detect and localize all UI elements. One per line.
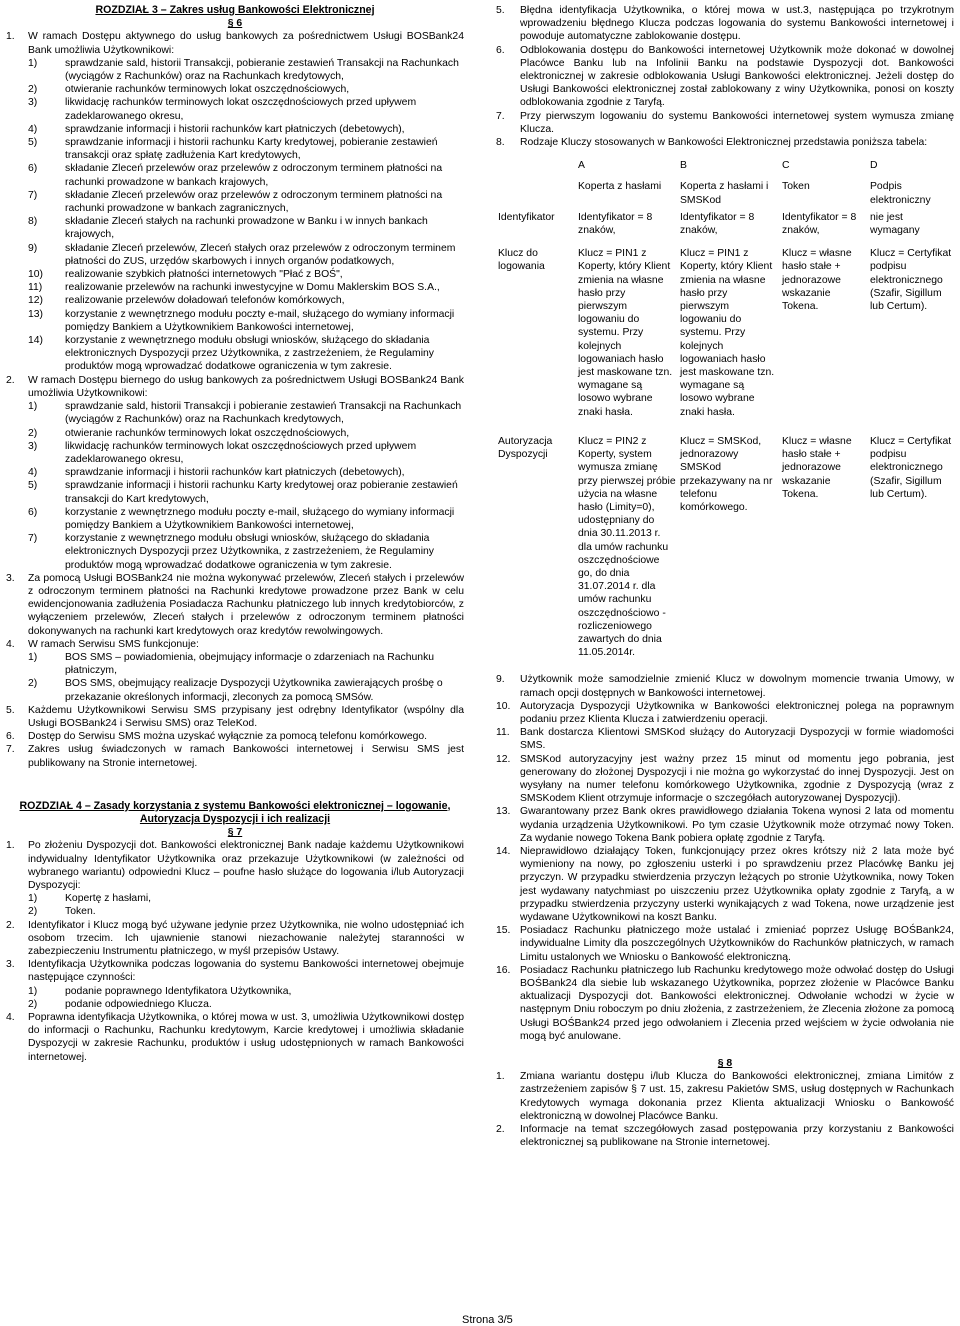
list-item: [28, 268, 464, 281]
table-letter-d: D: [870, 160, 878, 172]
table-letter-a: A: [578, 160, 585, 172]
item-number: 7.: [6, 744, 15, 756]
list-item-number: 2): [28, 998, 38, 1010]
table-header: Podpis elektroniczny: [870, 181, 931, 206]
point-7-text: Zakres usług świadczonych w ramach Bankowości internetowej i Serwisu SMS jest publikowany na Stronie internetowej.: [28, 744, 464, 769]
item-number: 9.: [496, 674, 505, 686]
table-header: Koperta z hasłami i SMSKod: [680, 181, 769, 206]
list-item-text: Kopertę z hasłami,: [65, 893, 152, 905]
list-item-number: 9): [28, 242, 38, 254]
list-item-number: 2): [28, 678, 38, 690]
chapter4-title-line1: ROZDZIAŁ 4 – Zasady korzystania z systemu Bankowości elektronicznej – logowanie,: [19, 799, 451, 812]
list-item: [28, 427, 464, 440]
list-item-text: korzystanie z wewnętrznego modułu poczty e-mail, służącego do wymiany informacji pomiędzy Bankiem a Użytkownikiem Bankowości internetowej,: [65, 308, 455, 333]
paragraph-6-heading: § 6: [227, 18, 243, 30]
list-item: [28, 308, 464, 334]
item-number: 2.: [6, 919, 15, 931]
section-7-point-15: [496, 924, 954, 964]
item-number: 4.: [6, 1012, 15, 1024]
table-row: [496, 419, 954, 659]
item-number: 14.: [496, 845, 511, 857]
right-column: [496, 4, 954, 1149]
item-number: 3.: [6, 572, 15, 584]
point-2-intro: W ramach Dostępu biernego do usług bankowych za pośrednictwem Usługi BOSBank24 Bank umożliwia Użytkownikowi:: [28, 374, 464, 399]
item-number: 5.: [6, 704, 15, 716]
section-6-point-6: [6, 730, 464, 743]
chapter4-title-line2: Autoryzacja Dyspozycji i ich realizacji: [139, 812, 331, 825]
list-item-number: 5): [28, 480, 38, 492]
section-7-point-14: [496, 845, 954, 924]
list-item: [28, 985, 464, 998]
list-item: [28, 57, 464, 83]
list-item-number: 7): [28, 189, 38, 201]
list-item: [28, 189, 464, 215]
table-letter-c: C: [782, 160, 790, 172]
left-column: [6, 4, 464, 1064]
list-item-number: 7): [28, 533, 38, 545]
list-item: [28, 242, 464, 268]
list-item: [28, 136, 464, 162]
table-cell: Klucz = SMSKod, jednorazowy SMSKod przekazywany na nr telefonu komórkowego.: [680, 435, 773, 513]
list-item: [28, 281, 464, 294]
section-7-point-9: [496, 673, 954, 699]
list-item-text: sprawdzanie informacji i historii rachunków kart płatniczych (debetowych),: [65, 467, 405, 479]
list-item-text: sprawdzanie informacji i historii rachunku Karty kredytowej oraz pobieranie zestawień transakcji do Kart kredytowych,: [65, 480, 458, 505]
section-7-point-13: [496, 805, 954, 845]
list-item-number: 1): [28, 651, 38, 663]
list-item-text: BOS SMS, obejmujący realizacje Dyspozycji Użytkownika zawierających prośbę o przekazanie określonych informacji, zleconych za pomocą SMSów.: [65, 678, 443, 703]
list-item-number: 1): [28, 985, 38, 997]
list-item-number: 13): [28, 308, 44, 320]
item-number: 2.: [6, 374, 15, 386]
section-7-point-10: [496, 700, 954, 726]
list-item-number: 11): [28, 282, 43, 294]
point-5-text: Każdemu Użytkownikowi Serwisu SMS przypisany jest odrębny Identyfikator (wspólny dla Usługi BOSBank24 i Serwisu SMS) oraz TeleKod.: [28, 704, 464, 729]
section-7-point-16: [496, 964, 954, 1043]
section-7-point-8: [496, 136, 954, 149]
list-item: [28, 651, 464, 677]
item-number: 5.: [496, 5, 505, 16]
section-7-point-2: [6, 919, 464, 959]
table-header-empty: [496, 180, 576, 206]
list-item-number: 1): [28, 401, 38, 413]
item-number: 3.: [6, 959, 15, 971]
list-item-number: 2): [28, 906, 38, 918]
point-4-list: [6, 651, 464, 704]
table-cell: Klucz = Certyfikat podpisu elektronicznego (Szafir, Sigillum lub Certum).: [870, 435, 952, 500]
list-item-text: likwidację rachunków terminowych lokat oszczędnościowych przed upływem zadeklarowanego okresu,: [65, 97, 417, 122]
table-cell: Identyfikator = 8 znaków,: [782, 211, 857, 237]
list-item-number: 8): [28, 216, 38, 228]
item-number: 13.: [496, 806, 511, 818]
item-number: 10.: [496, 700, 511, 712]
list-item: [28, 400, 464, 426]
item-number: 6.: [496, 44, 505, 56]
s8-point-2-text: Informacje na temat szczegółowych zasad postępowania przy korzystaniu z Bankowości elektronicznej są publikowane na Stronie internetowej.: [520, 1124, 954, 1149]
r9-text: Użytkownik może samodzielnie zmienić Klucz w dowolnym momencie trwania Umowy, w ramach opcji dostępnych w Bankowości internetowej.: [520, 674, 954, 699]
item-number: 4.: [6, 638, 15, 650]
r8-text: Rodzaje Kluczy stosowanych w Bankowości Elektronicznej przedstawia poniższa tabela:: [520, 137, 928, 149]
list-item-number: 4): [28, 467, 38, 479]
list-item: [28, 83, 464, 96]
list-item-number: 10): [28, 269, 44, 281]
list-item-text: podanie poprawnego Identyfikatora Użytkownika,: [65, 985, 292, 997]
s7-point-3-list: [6, 985, 464, 1011]
list-item: [28, 998, 464, 1011]
item-number: 15.: [496, 925, 511, 937]
table-letter-b: B: [680, 160, 687, 172]
item-number: 8.: [496, 137, 505, 149]
item-number: 12.: [496, 753, 511, 765]
table-row: [496, 237, 954, 419]
list-item: [28, 506, 464, 532]
list-item: [28, 440, 464, 466]
list-item-number: 1): [28, 57, 38, 69]
list-item-text: korzystanie z wewnętrznego modułu obsługi wniosków, służącego do składania elektronicznych Dyspozycji przez Użytkownika, z zastrzeżeniem, że Regulaminy produktów mogą wprowadzać dodatkowe ograniczenia w tym zakresie.: [65, 533, 434, 571]
r16-text: Posiadacz Rachunku płatniczego lub Rachunku kredytowego może odwołać dostęp do Usługi BOŚBank24 dla siebie lub wskazanego Użytkownika, poprzez złożenie w Placówce Banku aktualizacji Dyspozycji dot. Bankowości elektronicznej. Odwołanie wchodzi w życie w następnym Dniu roboczym po dniu złożenia, z zastrzeżeniem, że Zlecenia złożone za pomocą Usługi BOŚBank24 przed jego odwołaniem i Zlecenia przed wejściem w życie odwołania nie mogą być anulowane.: [520, 964, 954, 1042]
table-row-label: Klucz do logowania: [498, 248, 545, 273]
list-item-number: 6): [28, 506, 38, 518]
table-header: Koperta z hasłami: [578, 181, 662, 193]
section-7-point-1: [6, 839, 464, 892]
list-item-text: realizowanie przelewów na rachunki inwestycyjne w Domu Maklerskim BOS S.A.,: [65, 282, 440, 294]
list-item-number: 6): [28, 163, 38, 175]
r5-text: Błędna identyfikacja Użytkownika, o której mowa w ust.3, następująca po trzykrotnym wprowadzeniu błędnego Klucza podczas logowania do systemu Bankowości internetowej i powoduje automatyczne zablokowanie dostępu.: [520, 5, 954, 43]
section-7-point-6: [496, 44, 954, 110]
list-item-text: realizowanie szybkich płatności internetowych "Płać z BOŚ",: [65, 269, 343, 281]
point-1-list: [6, 57, 464, 374]
section-7-point-5: [496, 4, 954, 44]
table-row: [496, 207, 954, 237]
list-item-number: 2): [28, 427, 38, 439]
list-item-text: BOS SMS – powiadomienia, obejmujący informacje o zdarzeniach na Rachunku płatniczym,: [65, 651, 435, 677]
list-item-text: składanie Zleceń przelewów oraz przelewów z odroczonym terminem płatności na rachunki prowadzone w bankach krajowych,: [65, 163, 443, 188]
r13-text: Gwarantowany przez Bank okres prawidłowego działania Tokena wynosi 2 lata od momentu wydania urządzenia Użytkownikowi. Po tym czasie Użytkownik może otrzymać nowy Token. Za wydanie nowego Tokena Bank pobiera opłatę zgodnie z Taryfą.: [520, 806, 954, 844]
list-item-text: sprawdzanie sald, historii Transakcji, pobieranie zestawień Transakcji na Rachunkach (wyciągów z Rachunków) oraz na Rachunkach kredytowych,: [65, 57, 459, 83]
list-item-number: 14): [28, 335, 44, 347]
section-6-point-7: [6, 743, 464, 769]
table-header: Token: [782, 181, 810, 193]
list-item-text: podanie odpowiedniego Klucza.: [65, 998, 212, 1010]
list-item: [28, 466, 464, 479]
section-6-point-4: [6, 638, 464, 651]
table-cell: Klucz = własne hasło stałe + jednorazowe wskazanie Tokena.: [782, 435, 852, 500]
table-cell: nie jest wymagany: [870, 211, 920, 237]
paragraph-7-heading: § 7: [227, 827, 243, 839]
list-item: [28, 677, 464, 703]
list-item-number: 3): [28, 440, 38, 452]
list-item-text: składanie Zleceń przelewów, Zleceń stałych oraz przelewów z odroczonym terminem płatności do ZUS, urzędów skarbowych i innych organów podatkowych,: [65, 242, 456, 267]
list-item-text: składanie Zleceń stałych na rachunki prowadzone w Banku i w innych bankach krajowych,: [65, 216, 428, 241]
item-number: 1.: [6, 840, 15, 852]
key-types-table: [496, 159, 954, 659]
list-item-text: likwidację rachunków terminowych lokat oszczędnościowych przed upływem zadeklarowanego okresu,: [65, 440, 417, 465]
s7-point-2-text: Identyfikator i Klucz mogą być używane jedynie przez Użytkownika, nie wolno udostępniać ich osobom trzecim. Ich ujawnienie stanowi niezachowanie należytej staranności w zabezpieczeniu Instrumentu płatniczego, w myśl przepisów Ustawy.: [28, 919, 464, 958]
r11-text: Bank dostarcza Klientowi SMSKod służący do Autoryzacji Dyspozycji w formie wiadomości SMS.: [520, 727, 954, 752]
table-cell: Klucz = PIN1 z Koperty, który Klient zmienia na własne hasło przy pierwszym logowaniu do systemu. Przy kolejnych logowaniach hasło jest maskowane tzn. wymagane są losowo wybrane znaki hasła.: [578, 248, 673, 418]
list-item-number: 1): [28, 893, 38, 905]
list-item-text: sprawdzanie sald, historii Transakcji i pobieranie zestawień Transakcji na Rachunkach (wyciągów z Rachunków) oraz na Rachunkach kredytowych,: [65, 401, 462, 426]
s7-point-3-intro: Identyfikacja Użytkownika podczas logowania do systemu Bankowości internetowej obejmuje następujące czynności:: [28, 959, 464, 984]
table-cell: Klucz = PIN2 z Koperty, system wymusza zmianę przy pierwszej próbie użycia na własne hasło (Limity=0), udostępniany do dnia 30.11.2013 r. dla umów rachunku oszczędnościowe go, do dnia 31.07.2014 r. dla umów rachunku oszczędnościowo -rozliczeniowego zawartych do dnia 11.05.2014r.: [578, 435, 676, 659]
item-number: 1.: [496, 1071, 505, 1083]
item-number: 1.: [6, 31, 15, 43]
list-item: [28, 215, 464, 241]
item-number: 16.: [496, 964, 511, 976]
section-8-point-2: [496, 1123, 954, 1149]
section-7-point-11: [496, 726, 954, 752]
list-item: [28, 905, 464, 918]
r10-text: Autoryzacja Dyspozycji Użytkownika w Bankowości elektronicznej polega na poprawnym podaniu przez Klienta Klucza i zatwierdzeniu operacji.: [520, 700, 954, 725]
point-4-intro: W ramach Serwisu SMS funkcjonuje:: [28, 638, 199, 650]
table-cell: Identyfikator = 8 znaków,: [578, 211, 653, 237]
item-number: 11.: [496, 727, 510, 739]
item-number: 7.: [496, 110, 505, 122]
table-cell: Klucz = własne hasło stałe + jednorazowe wskazanie Tokena.: [782, 248, 852, 313]
r12-text: SMSKod autoryzacyjny jest ważny przez 15 minut od momentu jego pobrania, jest generowany do złożonej Dyspozycji i nie można go wykorzystać do innej Dyspozycji. Jest on wysyłany na numer telefonu komórkowego Użytkownika, zgodnie z Dyspozycją (wraz z SMSKodem Klient otrzymuje informacje o szczegółach autoryzowanej Dyspozycji).: [520, 753, 954, 805]
r6-text: Odblokowania dostępu do Bankowości internetowej Użytkownik może dokonać w dowolnej Placówce Banku lub na Infolinii Banku na podstawie Dyspozycji dot. Bankowości elektronicznej w zakresie odblokowania Usługi Bankowości elektronicznej. Jeżeli dostęp do Usługi Bankowości elektronicznej został zablokowany z winy Użytkownika, ponosi on koszty odblokowania zgodnie z Taryfą.: [520, 44, 954, 109]
table-row-label: Autoryzacja Dyspozycji: [498, 435, 553, 461]
list-item-text: sprawdzanie informacji i historii rachunku Karty kredytowej, pobieranie zestawień transakcji oraz spłatę zadłużenia Kart kredytowych,: [65, 137, 438, 162]
list-item: [28, 123, 464, 136]
table-cell: Identyfikator = 8 znaków,: [680, 211, 755, 237]
s7-point-1-intro: Po złożeniu Dyspozycji dot. Bankowości elektronicznej Bank nadaje każdemu Użytkownikowi indywidualny Identyfikator Użytkownika oraz przekazuje Użytkownikowi (w zależności od wybranego wariantu) odpowiedni Klucz – poufne hasło służące do logowania i/lub Autoryzacji Dyspozycji:: [28, 840, 464, 891]
list-item-text: otwieranie rachunków terminowych lokat oszczędnościowych,: [65, 84, 350, 96]
item-number: 2.: [496, 1124, 505, 1136]
list-item-number: 5): [28, 137, 38, 149]
table-letters-row: [496, 159, 954, 180]
s7-point-4-text: Poprawna identyfikacja Użytkownika, o której mowa w ust. 3, umożliwia Użytkownikowi dostęp do informacji o Rachunku, Rachunku kredytowym, Karcie kredytowej i umożliwia składanie Dyspozycji w zakresie Rachunku, produktów i usług udostępnionych w ramach Bankowości internetowej.: [28, 1012, 464, 1063]
item-number: 6.: [6, 731, 15, 743]
table-header-row: [496, 180, 954, 206]
r15-text: Posiadacz Rachunku płatniczego może ustalać i zmieniać poprzez Usługę BOŚBank24, indywidualne Limity dla poszczególnych Użytkowników do Rachunków płatniczych, w ramach Limitu ustalonych we Wniosku o Bankowość elektroniczną.: [520, 925, 954, 963]
list-item-number: 3): [28, 97, 38, 109]
point-2-list: [6, 400, 464, 572]
section-8-point-1: [496, 1070, 954, 1123]
list-item-text: sprawdzanie informacji i historii rachunków kart płatniczych (debetowych),: [65, 123, 405, 135]
point-6-text: Dostęp do Serwisu SMS można uzyskać wyłącznie za pomocą telefonu komórkowego.: [28, 731, 428, 743]
list-item: [28, 294, 464, 307]
section-6-point-1: [6, 30, 464, 56]
list-item-text: otwieranie rachunków terminowych lokat oszczędnościowych,: [65, 427, 350, 439]
list-item-text: Token.: [65, 906, 96, 918]
page-number: Strona 3/5: [462, 1314, 513, 1326]
list-item: [28, 892, 464, 905]
list-item-text: korzystanie z wewnętrznego modułu obsługi wniosków, służącego do składania elektronicznych Dyspozycji przez Użytkownika, z zastrzeżeniem, że Regulaminy produktów mogą wprowadzać dodatkowe ograniczenia w tym zakresie.: [65, 335, 434, 373]
s7-point-1-list: [6, 892, 464, 918]
list-item: [28, 532, 464, 572]
section-6-point-5: [6, 704, 464, 730]
list-item: [28, 96, 464, 122]
list-item-number: 4): [28, 123, 38, 135]
list-item-number: 2): [28, 84, 38, 96]
section-7-point-4: [6, 1011, 464, 1064]
paragraph-8-heading: § 8: [717, 1058, 733, 1070]
list-item-text: składanie Zleceń przelewów oraz przelewów z odroczonym terminem płatności na rachunki prowadzone w bankach zagranicznych,: [65, 189, 443, 215]
point-3-text: Za pomocą Usługi BOSBank24 nie można wykonywać przelewów, Zleceń stałych i przelewów z odroczonym terminem płatności na Rachunki kredytowe prowadzone przez Bank w celu ewidencjonowania zadłużenia Posiadacza Rachunku płatniczego lub innych kredytobiorców, z wyłączeniem przelewów, Zleceń stałych i przelewów z odroczonym terminem płatności dokonywanych na rachunki kart kredytowych oraz kredytów rewolwingowych.: [28, 572, 464, 637]
section-6-point-2: [6, 374, 464, 400]
table-cell: Klucz = Certyfikat podpisu elektronicznego (Szafir, Sigillum lub Certum).: [870, 248, 952, 313]
table-corner-cell: [496, 159, 576, 180]
r14-text: Nieprawidłowo działający Token, funkcjonujący przez okres krótszy niż 2 lata może być wymieniony na nowy, po zgłoszeniu usterki i po sprawdzeniu przez Placówkę Banku jej przyczyn. W przypadku stwierdzenia przyczyn leżących po stronie Użytkownika, nowy Token jest wydawany natychmiast po uiszczeniu przez Użytkownika opłaty zgodnie z Taryfą, a w przypadku stwierdzenia przyczyny usterki wynikających z wad Tokena, nowe urządzenie jest wydawane Użytkownikowi na koszt Banku.: [520, 845, 954, 923]
chapter3-title: ROZDZIAŁ 3 – Zakres usług Bankowości Elektronicznej: [95, 4, 375, 16]
list-item-text: realizowanie przelewów doładowań telefonów komórkowych,: [65, 295, 345, 307]
section-7-point-7: [496, 110, 954, 136]
list-item: [28, 479, 464, 505]
point-1-intro: W ramach Dostępu aktywnego do usług bankowych za pośrednictwem Usługi BOSBank24 Bank umożliwia Użytkownikowi:: [28, 31, 464, 56]
list-item-text: korzystanie z wewnętrznego modułu poczty e-mail, służącego do wymiany informacji pomiędzy Bankiem a Użytkownikiem Bankowości internetowej,: [65, 506, 455, 531]
section-6-point-3: [6, 572, 464, 638]
table-cell: Klucz = PIN1 z Koperty, który Klient zmienia na własne hasło przy pierwszym logowaniu do systemu. Przy kolejnych logowaniach hasło jest maskowane tzn. wymagane są losowo wybrane znaki hasła.: [680, 248, 775, 418]
r7-text: Przy pierwszym logowaniu do systemu Bankowości internetowej system wymusza zmianę Klucza.: [520, 110, 954, 135]
section-7-point-3: [6, 958, 464, 984]
section-7-point-12: [496, 753, 954, 806]
list-item-number: 12): [28, 295, 44, 307]
list-item: [28, 162, 464, 188]
table-row-label: Identyfikator: [498, 211, 555, 223]
s8-point-1-text: Zmiana wariantu dostępu i/lub Klucza do Bankowości elektronicznej, zmiana Limitów z zastrzeżeniem zapisów § 7 ust. 15, zakresu Pakietów SMS, usług dostępnych w Rachunkach Kredytowych wymaga dokonania przez Klienta aktualizacji Wniosku o Bankowość elektroniczną w dowolnej Placówce Banku.: [520, 1071, 954, 1122]
list-item: [28, 334, 464, 374]
